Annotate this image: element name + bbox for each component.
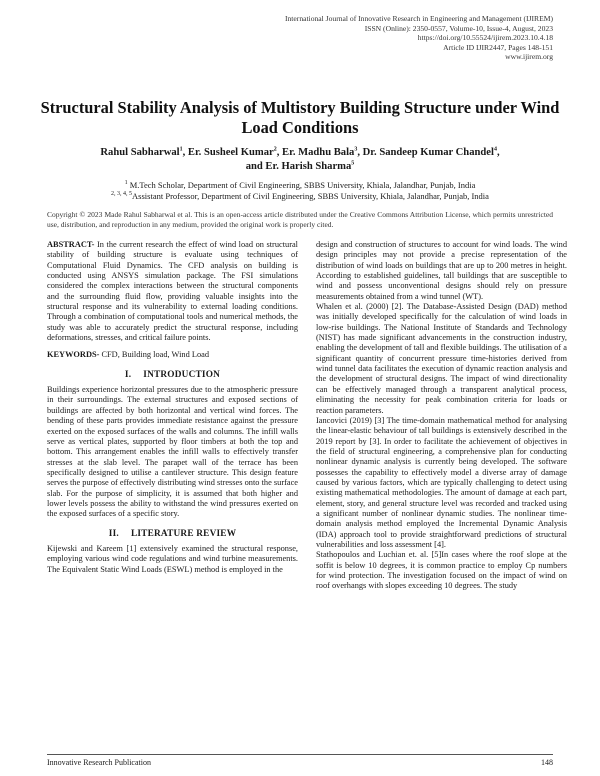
article-id: Article ID IJIR2447, Pages 148-151: [443, 42, 553, 52]
affiliation-text: Assistant Professor, Department of Civil Engineering, SBBS University, Khiala, Jalandhar, Punjab, India: [132, 190, 489, 201]
paragraph: Iancovici (2019) [3] The time-domain mathematical method for analysing the linear-elastic behaviour of tall buildings is extensively described in the 2019 report by [3]. In order to facilitate the achievement of objectives in the field of structural engineering, a comprehensive plan for conducting nonlinear dynamic analysis is currently being developed. The software possesses the capability to effectively model a diverse array of damage caused by various factors, which are typically challenging to detect using existing mathematical methodologies. The amount of damage at each part, element, story, and general structure level was recorded and tracked using a significant number of nonlinear dynamic studies. The nonlinear time-domain analysis method employed the Incremental Dynamic Analysis (IDA) approach tool to provide straightforward predictions of structural vulnerabilities and loss assessment [4].: [316, 415, 567, 549]
affiliation-text: M.Tech Scholar, Department of Civil Engineering, SBBS University, Khiala, Jalandhar, Punjab, India: [129, 180, 476, 190]
affiliation-sup: 1: [124, 180, 128, 187]
affiliation-line: [30, 180, 570, 191]
author-name: Dr. Sandeep Kumar Chandel: [362, 147, 494, 158]
abstract: [47, 240, 298, 343]
introduction-text: Buildings experience horizontal pressures due to the atmospheric pressure in their surroundings. The external structures and exposed sections of buildings are affected by both horizontal and vertical wind forces. The bending of these parts provides immediate resistance against the pressure exerted on the exposed surfaces of the walls and columns. The infill walls serve as vertical plates, supported by floor timbers at both the top and bottom. This arrangement enables the infill walls to effectively transfer stresses at the slab level. The parapet wall of the terrace has been specifically designed to utilise a cantilever structure. This design feature serves the purpose of effectively distributing wind stresses onto the surface slab. For the purpose of simplicity, it is assumed that both higher and lower levels possess the ability to withstand the wind pressures exerted on the exposed surfaces of a specific story.: [47, 385, 298, 519]
author-name: and Er. Harish Sharma: [245, 160, 352, 172]
journal-header: [285, 14, 553, 62]
author-sup: 3: [354, 146, 358, 153]
author-name: Er. Susheel Kumar: [187, 147, 274, 158]
section-heading-literature-review: [47, 529, 298, 539]
right-column: [316, 240, 567, 592]
affiliation-line: [30, 191, 570, 202]
section-number: II.: [108, 528, 119, 539]
affiliations: [30, 180, 570, 201]
affiliation-sup: 2, 3, 4, 5: [111, 190, 133, 197]
journal-name: International Journal of Innovative Research in Engineering and Management (IJIREM): [284, 14, 553, 23]
paragraph: Whalen et al. (2000) [2]. The Database-Assisted Design (DAD) method was initially developed specifically for the calculation of wind loads in low-rise buildings. The National Institute of Standards and Technology (NIST) has made significant advancements in the construction industry, enabling the development of tall and flexible buildings. The utilisation of a significant quantity of concurrent pressure time-histories derived from wind tunnel data facilitates the execution of dynamic reaction analysis and the development of structural designs. The impact of wind directionality can be effectively managed through a transparent analytical process, eliminating the necessity for peak combination criteria for loads or reaction parameters.: [316, 302, 567, 415]
author-sup: 2: [273, 146, 277, 153]
paper-title: Structural Stability Analysis of Multistory Building Structure under Wind Load Conditions: [40, 98, 560, 137]
abstract-text: In the current research the effect of wind load on structural stability of building structure is evaluate using techniques of Computational Fluid Dynamics. The CFD analysis on building is conducted using ANSYS simulation package. The FSI simulations considered the complex interactions between the structural components and the surrounding fluid flow, providing valuable insights into the structural response and its vulnerability to external loading conditions. Through a combination of computational tools and numerical methods, the study was able to accurately predict the structural response, including deformations, stresses, and critical failure points.: [47, 240, 298, 343]
section-number: I.: [124, 369, 132, 380]
author-sup: 5: [351, 160, 355, 167]
publisher-name: Innovative Research Publication: [47, 758, 151, 767]
paragraph: design and construction of structures to account for wind loads. The wind design principles may not provide a precise representation of the distribution of wind loads on buildings that are up to 200 metres in height. According to established guidelines, tall buildings that are susceptible to wind and possess unconventional designs should rely on pressure measurements obtained from a wind tunnel (WT).: [316, 240, 567, 301]
author-sup: 1: [179, 146, 183, 153]
website-link[interactable]: www.ijirem.org: [505, 52, 553, 62]
issn-line: ISSN (Online): 2350-0557, Volume-10, Issue-4, August, 2023: [364, 23, 553, 33]
section-title: LITERATURE REVIEW: [130, 528, 237, 539]
page-number: 148: [541, 758, 553, 767]
author-list: Rahul Sabharwal$^1$, Er. Susheel Kumar$^2$, Er. Madhu Bala$^3$, Dr. Sandeep Kumar Chandel$^4$, and Er. Harish Sharma$^5$: [100, 146, 500, 172]
abstract-label: ABSTRACT-: [47, 240, 95, 249]
author-sup: 4: [493, 146, 497, 153]
author-name: Er. Madhu Bala: [282, 147, 355, 158]
doi-link[interactable]: https://doi.org/10.55524/ijirem.2023.10.4.18: [417, 33, 553, 43]
section-title: INTRODUCTION: [143, 369, 221, 380]
paragraph: Stathopoulos and Luchian et. al. [5]In cases where the roof slope at the soffit is below 10 degrees, it is common practice to employ Cp numbers for wind protection. The investigation focused on the impact of wind on roof overhangs with slopes exceeding 10 degrees. The study: [316, 550, 567, 591]
section-heading-introduction: [47, 370, 298, 380]
keywords-label: KEYWORDS-: [47, 350, 100, 360]
footer-divider: [47, 754, 553, 755]
keywords-text: CFD, Building load, Wind Load: [99, 350, 209, 360]
author-name: Rahul Sabharwal: [100, 147, 180, 158]
keywords: [47, 350, 298, 360]
left-column: [47, 240, 298, 575]
copyright-notice: Copyright © 2023 Made Rahul Sabharwal et al. This is an open-access article distributed under the Creative Commons Attribution License, which permits unrestricted use, distribution, and reproduction in any medium, provided the original work is properly cited.: [47, 210, 553, 229]
literature-review-text: Kijewski and Kareem [1] extensively examined the structural response, employing various wind code regulations and wind turbine measurements. The Equivalent Static Wind Loads (ESWL) method is employed in the: [47, 543, 298, 574]
